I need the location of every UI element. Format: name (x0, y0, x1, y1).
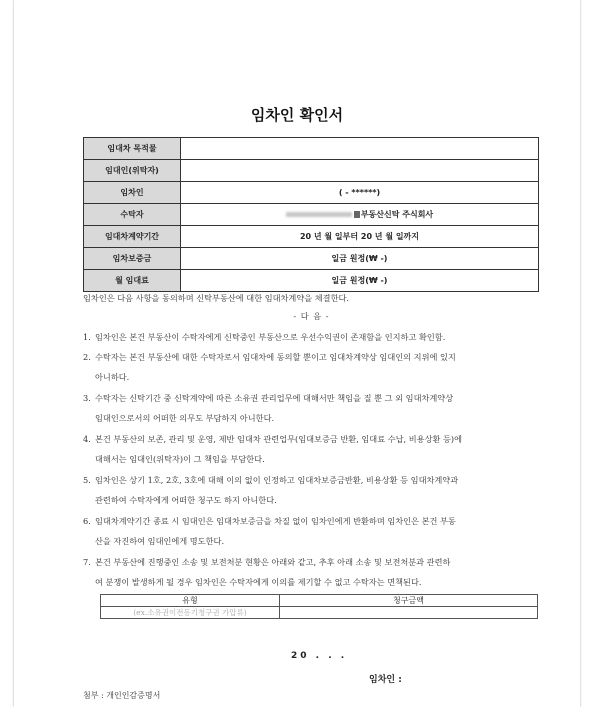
header-amount: 청구금액 (280, 595, 538, 607)
row-value: ( - ******) (181, 182, 539, 204)
info-table (83, 137, 539, 292)
type-placeholder: (ex.소유권이전등기청구권 가압류) (101, 607, 280, 619)
clause-number: 6. (83, 516, 91, 526)
clause-continuation: 관련하여 수탁자에게 어떠한 청구도 하지 아니한다. (95, 495, 277, 505)
clause-continuation: 아니하다. (95, 372, 130, 382)
table-row (84, 160, 539, 182)
clause-continuation: 여 분쟁이 발생하게 될 경우 임차인은 수탁자에게 이의를 제기할 수 없고 수탁자는 면책된다. (95, 577, 422, 587)
document-page (14, 0, 580, 707)
row-label: 월 임대료 (84, 270, 181, 292)
clause-item (83, 556, 543, 588)
table-row (84, 226, 539, 248)
clause-item (83, 433, 543, 465)
clause-item (83, 331, 543, 343)
row-value (181, 204, 539, 226)
redacted-text (286, 212, 352, 217)
row-value: 일금 원정(₩ -) (181, 248, 539, 270)
row-value: 일금 원정(₩ -) (181, 270, 539, 292)
table-row (84, 182, 539, 204)
clause-item (83, 474, 543, 506)
row-label: 임대차계약기간 (84, 226, 181, 248)
table-row (101, 607, 538, 619)
clause-number: 2. (83, 352, 91, 362)
trustee-name: 부동산신탁 주식회사 (360, 210, 434, 219)
document-title: 임차인 확인서 (250, 106, 344, 124)
clause-number: 7. (83, 557, 91, 567)
row-label: 임차보증금 (84, 248, 181, 270)
row-value: 20 년 월 일부터 20 년 월 일까지 (181, 226, 539, 248)
clause-number: 3. (83, 393, 91, 403)
clause-text: 수탁자는 신탁기간 중 신탁계약에 따른 소유권 관리업무에 대해서만 책임을 질 뿐 그 외 임대차계약상 (95, 393, 454, 403)
table-header-row (101, 595, 538, 607)
clause-continuation: 대해서는 임대인(위탁자)이 그 책임을 부담한다. (95, 454, 265, 464)
clause-text: 수탁자는 본건 부동산에 대한 수탁자로서 임대차에 동의할 뿐이고 임대차계약상 임대인의 지위에 있지 (95, 352, 456, 362)
intro-text: 임차인은 다음 사항을 동의하며 신탁부동산에 대한 임대차계약을 체결한다. (83, 293, 350, 303)
row-label: 임대차 목적물 (84, 138, 181, 160)
clause-continuation: 산을 자진하여 임대인에게 명도한다. (95, 536, 225, 546)
row-label: 임대인(위탁자) (84, 160, 181, 182)
clause-text: 임차인은 본건 부동산이 수탁자에게 신탁중인 부동산으로 우선수익권이 존재함을 인지하고 확인함. (95, 332, 446, 342)
lawsuit-table (100, 594, 538, 619)
signer-label: 임차인 : (369, 675, 402, 685)
clause-number: 4. (83, 434, 91, 444)
row-label: 임차인 (84, 182, 181, 204)
clause-item (83, 351, 543, 383)
table-row (84, 204, 539, 226)
clause-number: 1. (83, 332, 91, 342)
table-row (84, 138, 539, 160)
clause-continuation: 임대인으로서의 어떠한 의무도 부담하지 아니한다. (95, 413, 275, 423)
clause-text: 임차인은 상기 1호, 2호, 3호에 대해 이의 없이 인정하고 임대차보증금반환, 비용상환 등 임대차계약과 (95, 475, 459, 485)
date-line: 20 . . . (291, 651, 348, 661)
table-row (84, 270, 539, 292)
clause-text: 본건 부동산의 보존, 관리 및 운영, 제반 임대차 관련업무(임대보증금 반환, 임대료 수납, 비용상환 등)에 (95, 434, 462, 444)
section-heading: - 다 음 - (293, 311, 330, 321)
row-label: 수탁자 (84, 204, 181, 226)
redacted-mark (354, 211, 360, 218)
header-type: 유형 (101, 595, 280, 607)
clause-text: 본건 부동산에 진행중인 소송 및 보전처분 현황은 아래와 같고, 추후 아래 소송 및 보전처분과 관련하 (95, 557, 451, 567)
clause-number: 5. (83, 475, 91, 485)
clause-text: 임대차계약기간 종료 시 임대인은 임대차보증금을 차질 없이 임차인에게 반환하며 임차인은 본건 부동 (95, 516, 456, 526)
clause-item (83, 515, 543, 547)
table-row (84, 248, 539, 270)
amount-cell (280, 607, 538, 619)
row-value (181, 138, 539, 160)
clause-item (83, 392, 543, 424)
attachment-note: 첨부 : 개인인감증명서 (83, 691, 161, 700)
row-value (181, 160, 539, 182)
